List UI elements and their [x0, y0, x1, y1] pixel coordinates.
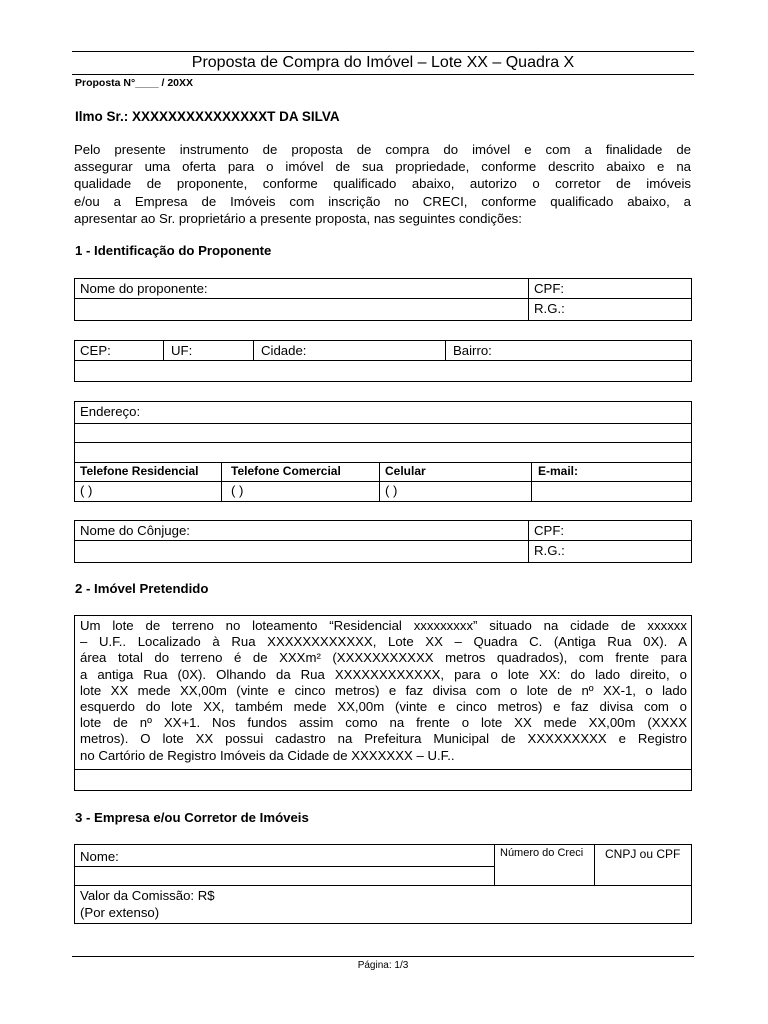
page-number: Página: 1/3 — [357, 960, 409, 971]
cidade-field[interactable]: Cidade: — [261, 343, 307, 358]
property-description — [80, 618, 687, 764]
header-bottom-rule — [72, 74, 694, 75]
intro-line: assegurar uma oferta para o imóvel de sua propriedade, conforme descrito abaixo e na — [74, 159, 691, 175]
cep-field[interactable]: CEP: — [80, 343, 111, 358]
cnpj-cpf-field[interactable]: CNPJ ou CPF — [605, 847, 681, 861]
creci-number-field[interactable]: Número do Creci — [500, 847, 584, 859]
broker-box — [74, 844, 692, 924]
intro-line: apresentar ao Sr. proprietário a presente proposta, nas seguintes condições: — [74, 210, 522, 226]
broker-name-field[interactable]: Nome: — [80, 849, 119, 864]
commission-extenso-field[interactable]: (Por extenso) — [80, 905, 160, 920]
commission-value-field[interactable]: Valor da Comissão: R$ — [80, 888, 215, 903]
location-box — [74, 340, 692, 382]
spouse-name-field[interactable]: Nome do Cônjuge: — [80, 523, 190, 538]
intro-line: qualidade de proponente, conforme qualificado abaixo, autorizo o corretor de imóveis — [74, 176, 691, 192]
property-line: área total do terreno é de XXXm² (XXXXXXXXXXX metros quadrados), com frente para — [80, 650, 687, 666]
proponent-name-box — [74, 278, 692, 321]
email-label: E-mail: — [538, 464, 579, 478]
property-line: no Cartório de Registro Imóveis da Cidade de XXXXXXX – U.F.. — [80, 747, 455, 763]
spouse-cpf-field[interactable]: CPF: — [534, 523, 565, 538]
celular-field[interactable]: ( ) — [385, 483, 398, 498]
property-line: esquerdo do lote XX, também mede XX,00m (vinte e cinco metros) e faz divisa com o — [80, 699, 687, 715]
property-line: metros). O lote XX possui cadastro na Prefeitura Municipal de XXXXXXXXX e Registro — [80, 731, 687, 747]
address-box — [74, 401, 692, 502]
uf-field[interactable]: UF: — [171, 343, 193, 358]
proponent-rg-field[interactable]: R.G.: — [534, 301, 565, 316]
section2-heading: 2 - Imóvel Pretendido — [75, 581, 209, 596]
section1-heading: 1 - Identificação do Proponente — [75, 243, 272, 258]
property-line: – U.F.. Localizado à Rua XXXXXXXXXXXX, Lote XX – Quadra C. (Antiga Rua 0X). A — [80, 634, 687, 650]
property-line: a antiga Rua (0X). Olhando da Rua XXXXXXXXXXXX, para o lote XX: do lado direito, o — [80, 666, 687, 682]
intro-line: e/ou a Empresa de Imóveis com inscrição no CRECI, conforme qualificado abaixo, a — [74, 193, 691, 209]
property-line: lote de nº XX+1. Nos fundos assim como na frente o lote XX mede XX,00m (XXXX — [80, 715, 687, 731]
property-description-box — [74, 615, 692, 791]
intro-line: Pelo presente instrumento de proposta de compra do imóvel e com a finalidade de — [74, 142, 691, 157]
property-line: Um lote de terreno no loteamento “Residencial xxxxxxxxx” situado na cidade de xxxxxx — [80, 618, 687, 633]
property-line: lote XX mede XX,00m (vinte e cinco metros) e faz divisa com o lote de nº XX-1, o lado — [80, 682, 687, 698]
tel-comercial-label: Telefone Comercial — [231, 464, 341, 478]
footer-rule — [72, 956, 694, 957]
addressee: Ilmo Sr.: XXXXXXXXXXXXXXXT DA SILVA — [75, 109, 340, 124]
proponent-name-field[interactable]: Nome do proponente: — [80, 281, 208, 296]
proponent-cpf-field[interactable]: CPF: — [534, 281, 565, 296]
email-field[interactable] — [538, 483, 686, 499]
document-title: Proposta de Compra do Imóvel – Lote XX – Quadra X — [191, 54, 575, 71]
section3-heading: 3 - Empresa e/ou Corretor de Imóveis — [75, 810, 309, 825]
tel-comercial-field[interactable]: ( ) — [231, 483, 244, 498]
tel-residencial-label: Telefone Residencial — [80, 464, 199, 478]
spouse-rg-field[interactable]: R.G.: — [534, 543, 565, 558]
celular-label: Celular — [385, 464, 426, 478]
endereco-field[interactable]: Endereço: — [80, 404, 141, 419]
spouse-box — [74, 520, 692, 563]
proposal-number: Proposta N°____ / 20XX — [75, 77, 194, 89]
header-top-rule — [72, 51, 694, 52]
tel-residencial-field[interactable]: ( ) — [80, 483, 93, 498]
bairro-field[interactable]: Bairro: — [453, 343, 492, 358]
intro-paragraph — [74, 141, 691, 227]
